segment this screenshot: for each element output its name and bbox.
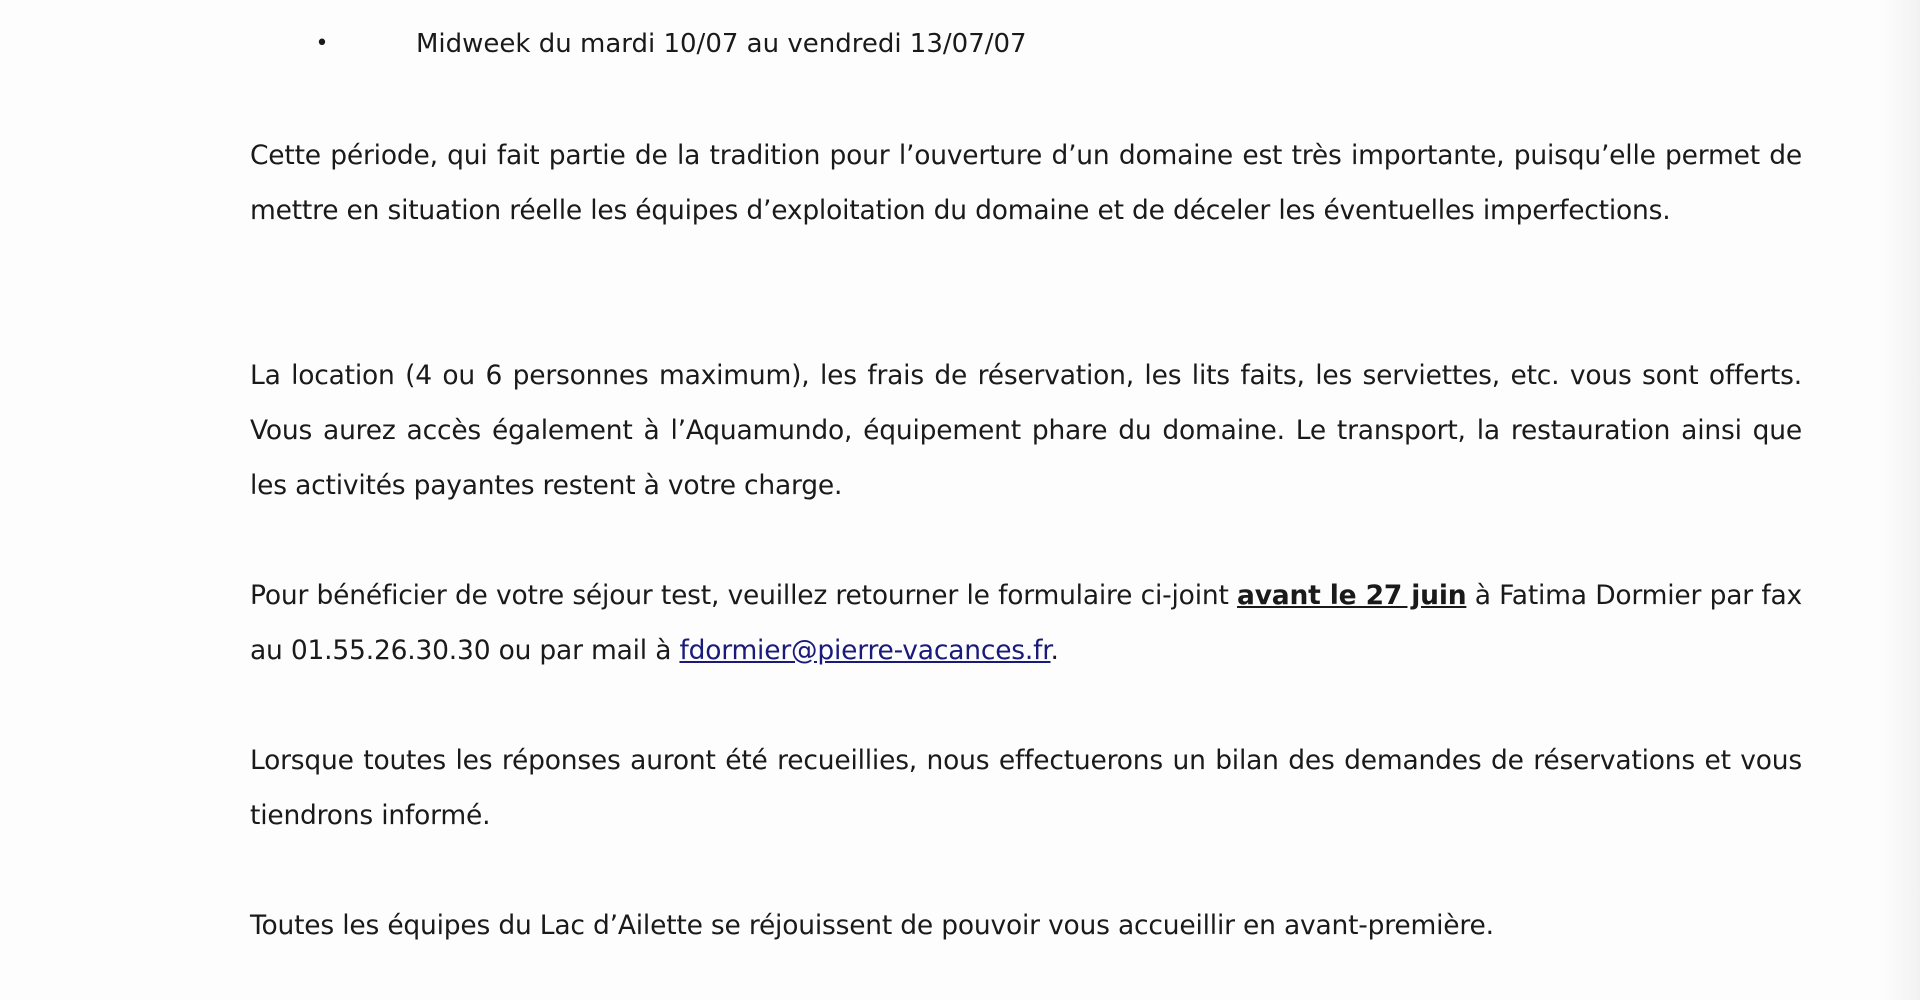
paragraph-closing: Toutes les équipes du Lac d’Ailette se réjouissent de pouvoir vous accueillir en avant-première. (250, 910, 1494, 941)
bullet-item (312, 24, 1212, 64)
bullet-icon: • (315, 31, 329, 56)
deadline-text: avant le 27 juin (1237, 580, 1467, 611)
scan-edge-shadow (1880, 0, 1920, 1000)
instructions-text-middle: à Fatima Dormier par fax au 01.55.26.30.30 ou par mail à (250, 580, 1802, 666)
paragraph-instructions (250, 568, 1802, 678)
instructions-text-start: Pour bénéficier de votre séjour test, veuillez retourner le formulaire ci-joint (250, 580, 1238, 611)
paragraph-offer: La location (4 ou 6 personnes maximum), les frais de réservation, les lits faits, les serviettes, etc. vous sont offerts. Vous aurez accès également à l’Aquamundo, équipement phare du domaine. Le transport, la restauration ainsi que les activités payantes restent à votre charge. (250, 360, 1802, 501)
paragraph-tradition: Cette période, qui fait partie de la tradition pour l’ouverture d’un domaine est très importante, puisqu’elle permet de mettre en situation réelle les équipes d’exploitation du domaine et de déceler les éventuelles imperfections. (250, 140, 1802, 226)
email-link[interactable]: fdormier@pierre-vacances.fr (679, 635, 1051, 666)
bullet-text: Midweek du mardi 10/07 au vendredi 13/07/07 (416, 29, 1027, 59)
instructions-text-end: . (1050, 635, 1059, 666)
paragraph-followup: Lorsque toutes les réponses auront été recueillies, nous effectuerons un bilan des demandes de réservations et vous tiendrons informé. (250, 745, 1802, 831)
